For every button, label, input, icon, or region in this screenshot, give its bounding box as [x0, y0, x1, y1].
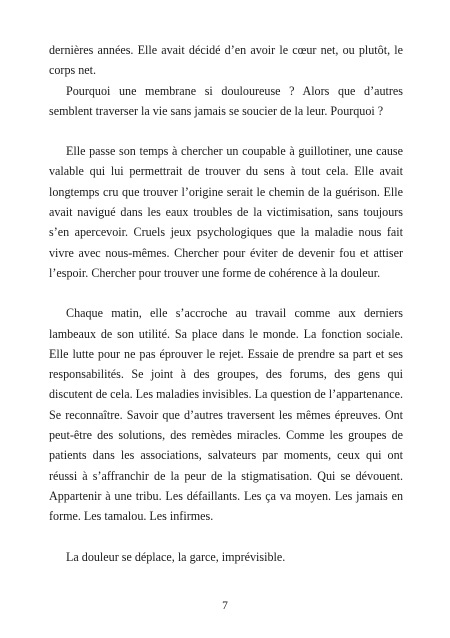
page-body — [49, 40, 403, 567]
paragraph-spacer — [49, 121, 403, 141]
paragraph-work-and-belonging: Chaque matin, elle s’accroche au travail comme aux derniers lambeaux de son utilité. Sa place dans le monde. La fonction sociale. Elle lutte pour ne pas éprouver le rejet. Essaie de prendre sa part et ses responsabilités. Se joint à des groupes, des forums, des gens qui discutent de cela. Les maladies invisibles. La question de l’appartenance. Se reconnaître. Savoir que d’autres traversent les mêmes épreuves. Ont peut-être des solutions, des remèdes miracles. Comme les groupes de patients dans les associations, salvateurs par moments, ceux qui ont réussi à s’affranchir de la peur de la stigmatisation. Qui se dévouent. Appartenir à une tribu. Les défaillants. Les ça va moyen. Les jamais en forme. Les tamalou. Les infirmes. — [49, 306, 403, 524]
paragraph-membrane-question: Pourquoi une membrane si douloureuse ? Alors que d’autres semblent traverser la vie sans jamais se soucier de la leur. Pourquoi ? — [49, 83, 403, 118]
paragraph-pain-moves: La douleur se déplace, la garce, imprévisible. — [66, 549, 286, 564]
paragraph-search-for-culprit: Elle passe son temps à chercher un coupable à guillotiner, une cause valable qui lui permettrait de trouver du sens à tout cela. Elle avait longtemps cru que trouver l’origine serait le chemin de la guérison. Elle avait navigué dans les eaux troubles de la victimisation, sans toujours s’en apercevoir. Cruels jeux psychologiques que la maladie nous fait vivre avec nous-mêmes. Chercher pour éviter de devenir fou et attiser l’espoir. Chercher pour trouver une forme de cohérence à la douleur. — [49, 144, 403, 280]
paragraph-continuation: dernières années. Elle avait décidé d’en avoir le cœur net, ou plutôt, le corps net. — [49, 43, 403, 78]
paragraph-spacer — [49, 527, 403, 547]
paragraph-spacer — [49, 283, 403, 303]
page-number: 7 — [222, 600, 228, 612]
